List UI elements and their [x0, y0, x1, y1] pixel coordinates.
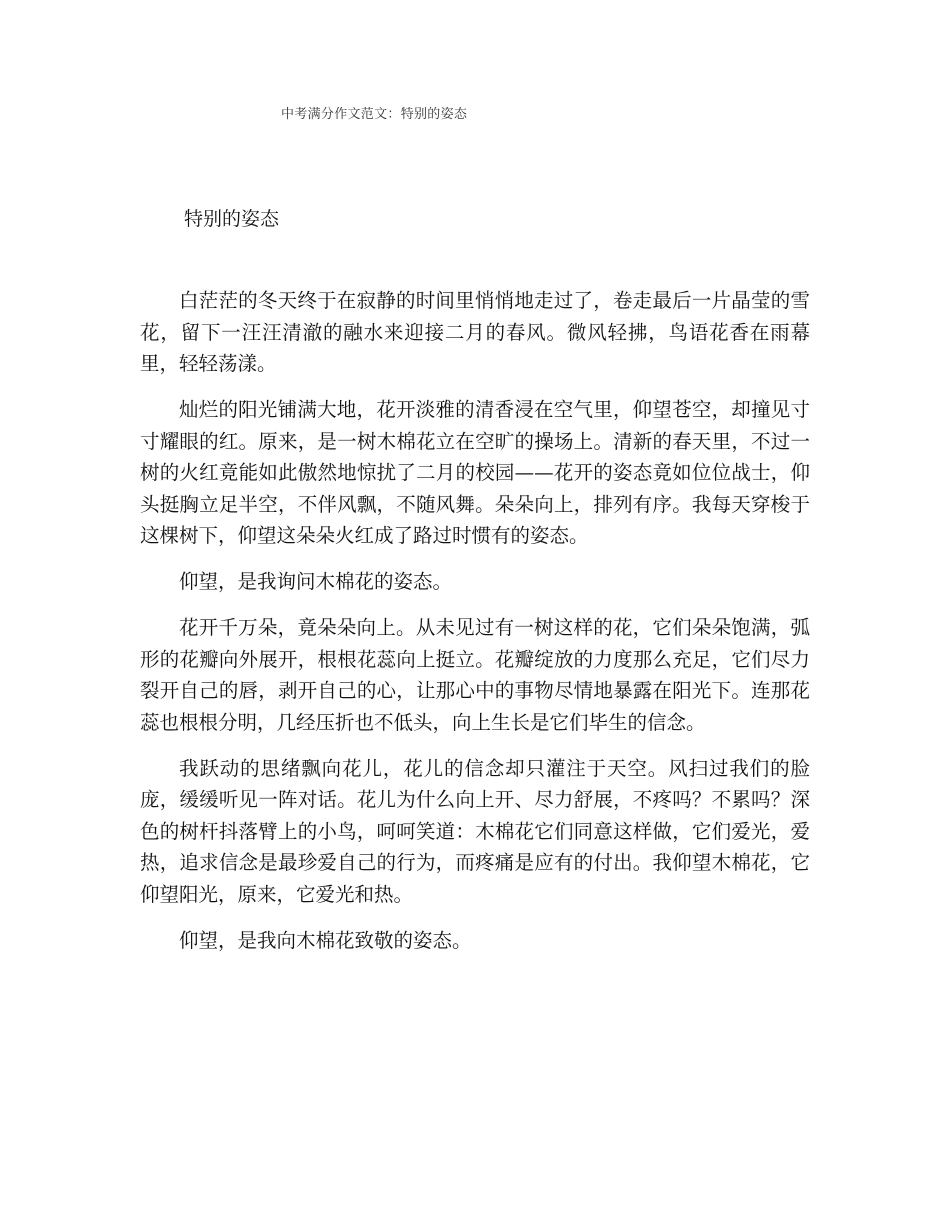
running-header: 中考满分作文范文：特别的姿态 [281, 107, 468, 122]
article-body [140, 285, 810, 971]
paragraph: 花开千万朵，竟朵朵向上。从未见过有一树这样的花，它们朵朵饱满，弧形的花瓣向外展开，根根花蕊向上挺立。花瓣绽放的力度那么充足，它们尽力裂开自己的唇，剥开自己的心，让那心中的事物尽情地暴露在阳光下。连那花蕊也根根分明，几经压折也不低头，向上生长是它们毕生的信念。 [140, 616, 810, 734]
paragraph: 白茫茫的冬天终于在寂静的时间里悄悄地走过了，卷走最后一片晶莹的雪花，留下一汪汪清澈的融水来迎接二月的春风。微风轻拂，鸟语花香在雨幕里，轻轻荡漾。 [140, 289, 810, 375]
paragraph: 我跃动的思绪飘向花儿，花儿的信念却只灌注于天空。风扫过我们的脸庞，缓缓听见一阵对话。花儿为什么向上开、尽力舒展，不疼吗？不累吗？深色的树杆抖落臂上的小鸟，呵呵笑道：木棉花它们同意这样做，它们爱光，爱热，追求信念是最珍爱自己的行为，而疼痛是应有的付出。我仰望木棉花，它仰望阳光，原来，它爱光和热。 [140, 756, 810, 906]
paragraph: 仰望，是我向木棉花致敬的姿态。 [179, 928, 472, 952]
paragraph: 灿烂的阳光铺满大地，花开淡雅的清香浸在空气里，仰望苍空，却撞见寸寸耀眼的红。原来，是一树木棉花立在空旷的操场上。清新的春天里，不过一树的火红竟能如此傲然地惊扰了二月的校园——花开的姿态竟如位位战士，仰头挺胸立足半空，不伴风飘，不随风舞。朵朵向上，排列有序。我每天穿梭于这棵树下，仰望这朵朵火红成了路过时惯有的姿态。 [140, 398, 810, 547]
paragraph: 仰望，是我询问木棉花的姿态。 [179, 570, 453, 593]
article-title: 特别的姿态 [184, 208, 280, 230]
